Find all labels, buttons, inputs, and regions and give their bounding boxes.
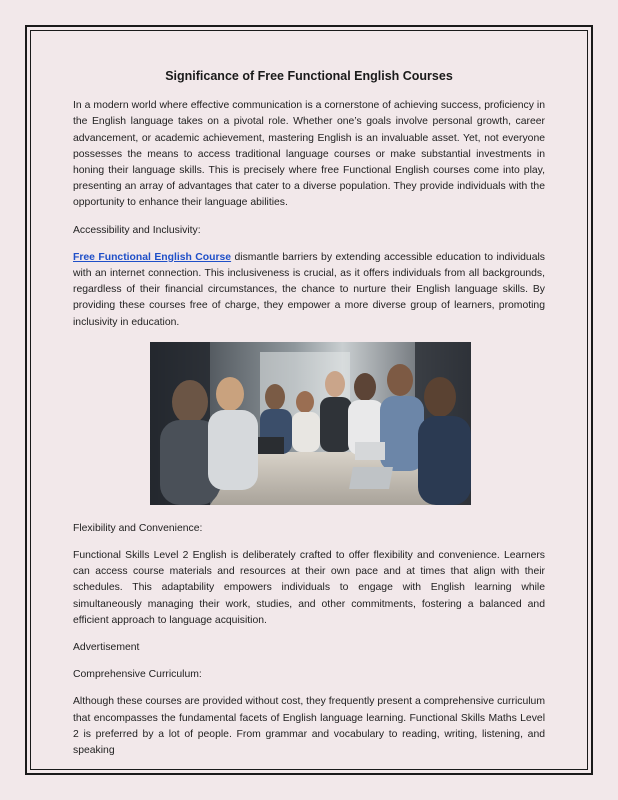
meeting-photo [150,342,471,505]
meeting-photo-image [150,342,471,505]
intro-paragraph: In a modern world where effective communication is a cornerstone of achieving success, proficiency in the English language takes on a pivotal role. Whether one’s goals involve personal growth, career advancement, or academic achievement, mastering English is an invaluable asset. Yet, not everyone possesses the means to access traditional language courses or make substantial investments in honing their language skills. This is precisely where free Functional English courses come into play, presenting an array of advantages that cater to a diverse population. They provide individuals with the opportunity to enhance their language abilities. [73,100,545,209]
section-body-accessibility-text: dismantle barriers by extending accessible education to individuals with an internet connection. This inclusiveness is crucial, as it offers individuals from all backgrounds, regardless of their financial circumstances, the chance to nurture their English language skills. By providing these courses free of charge, they empower a more diverse group of learners, promoting inclusivity in education. [73,251,545,328]
advertisement-label: Advertisement [73,642,140,654]
document-title: Significance of Free Functional English Courses [165,69,453,83]
section-body-accessibility [73,250,545,331]
document-body [73,68,545,770]
section-body-curriculum: Although these courses are provided without cost, they frequently present a comprehensive curriculum that encompasses the fundamental facets of English language learning. Functional Skills Maths Level 2 is preferred by a lot of people. From grammar and vocabulary to reading, writing, listening, and speaking [73,696,545,757]
section-heading-accessibility: Accessibility and Inclusivity: [73,224,201,236]
section-heading-flexibility: Flexibility and Convenience: [73,522,203,534]
free-functional-english-course-link[interactable]: Free Functional English Course [73,251,232,263]
section-body-flexibility: Functional Skills Level 2 English is deliberately crafted to offer flexibility and convenience. Learners can access course materials and resources at their own pace and at times that align with their schedules. This adaptability empowers individuals to engage with English learning while simultaneously managing their work, studies, and other commitments, fostering a balanced and efficient approach to language acquisition. [73,550,545,626]
section-heading-curriculum: Comprehensive Curriculum: [73,669,202,681]
